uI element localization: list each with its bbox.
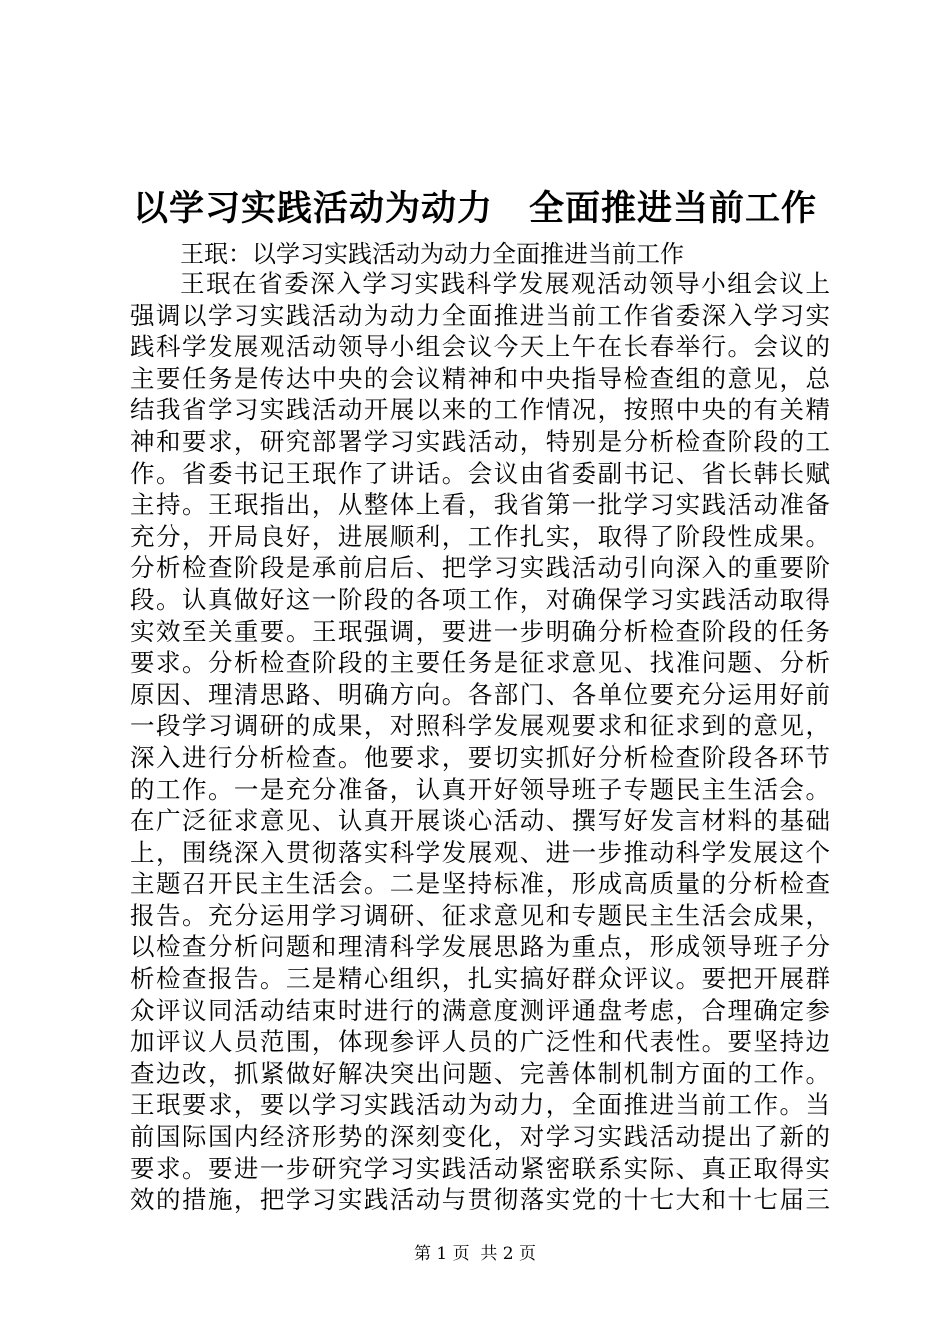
body-line: 段。认真做好这一阶段的各项工作，对确保学习实践活动取得: [130, 584, 830, 614]
body-line: 效的措施，把学习实践活动与贯彻落实党的十七大和十七届三: [130, 1185, 830, 1215]
document-body: [130, 268, 830, 1216]
body-line: 结我省学习实践活动开展以来的工作情况，按照中央的有关精: [130, 395, 830, 425]
body-line: 要求。要进一步研究学习实践活动紧密联系实际、真正取得实: [130, 1153, 830, 1183]
body-line: 一段学习调研的成果，对照科学发展观要求和征求到的意见，: [130, 711, 830, 741]
body-line: 王珉要求，要以学习实践活动为动力，全面推进当前工作。当: [130, 1090, 830, 1120]
body-line: 查边改，抓紧做好解决突出问题、完善体制机制方面的工作。: [130, 1058, 830, 1088]
body-line: 报告。充分运用学习调研、征求意见和专题民主生活会成果，: [130, 900, 830, 930]
body-line: 的工作。一是充分准备，认真开好领导班子专题民主生活会。: [130, 774, 830, 804]
body-line: 众评议同活动结束时进行的满意度测评通盘考虑，合理确定参: [130, 995, 830, 1025]
body-line: 作。省委书记王珉作了讲话。会议由省委副书记、省长韩长赋: [130, 458, 830, 488]
body-line: 上，围绕深入贯彻落实科学发展观、进一步推动科学发展这个: [130, 837, 830, 867]
body-line: 神和要求，研究部署学习实践活动，特别是分析检查阶段的工: [130, 426, 830, 456]
body-line: 加评议人员范围，体现参评人员的广泛性和代表性。要坚持边: [130, 1027, 830, 1057]
document-title: 以学习实践活动为动力 全面推进当前工作: [132, 188, 817, 229]
document-subtitle: 王珉：以学习实践活动为动力全面推进当前工作: [180, 240, 684, 268]
body-line: 深入进行分析检查。他要求，要切实抓好分析检查阶段各环节: [130, 742, 830, 772]
body-line: 主持。王珉指出，从整体上看，我省第一批学习实践活动准备: [130, 490, 830, 520]
body-line: 前国际国内经济形势的深刻变化，对学习实践活动提出了新的: [130, 1122, 830, 1152]
body-line: 实效至关重要。王珉强调，要进一步明确分析检查阶段的任务: [130, 616, 830, 646]
body-line: 要求。分析检查阶段的主要任务是征求意见、找准问题、分析: [130, 648, 830, 678]
body-line: 以检查分析问题和理清科学发展思路为重点，形成领导班子分: [130, 932, 830, 962]
body-line: 充分，开局良好，进展顺利，工作扎实，取得了阶段性成果。: [130, 521, 830, 551]
body-line: 王珉在省委深入学习实践科学发展观活动领导小组会议上: [180, 269, 830, 298]
body-line: 在广泛征求意见、认真开展谈心活动、撰写好发言材料的基础: [130, 806, 830, 836]
body-line: 析检查报告。三是精心组织，扎实搞好群众评议。要把开展群: [130, 964, 830, 994]
body-line: 践科学发展观活动领导小组会议今天上午在长春举行。会议的: [130, 332, 830, 362]
body-line: 主要任务是传达中央的会议精神和中央指导检查组的意见，总: [130, 363, 830, 393]
body-line: 原因、理清思路、明确方向。各部门、各单位要充分运用好前: [130, 679, 830, 709]
body-line: 主题召开民主生活会。二是坚持标准，形成高质量的分析检查: [130, 869, 830, 899]
body-line: 分析检查阶段是承前启后、把学习实践活动引向深入的重要阶: [130, 553, 830, 583]
page-footer: 第 1 页 共 2 页: [413, 1244, 537, 1264]
body-line: 强调以学习实践活动为动力全面推进当前工作省委深入学习实: [130, 300, 830, 330]
